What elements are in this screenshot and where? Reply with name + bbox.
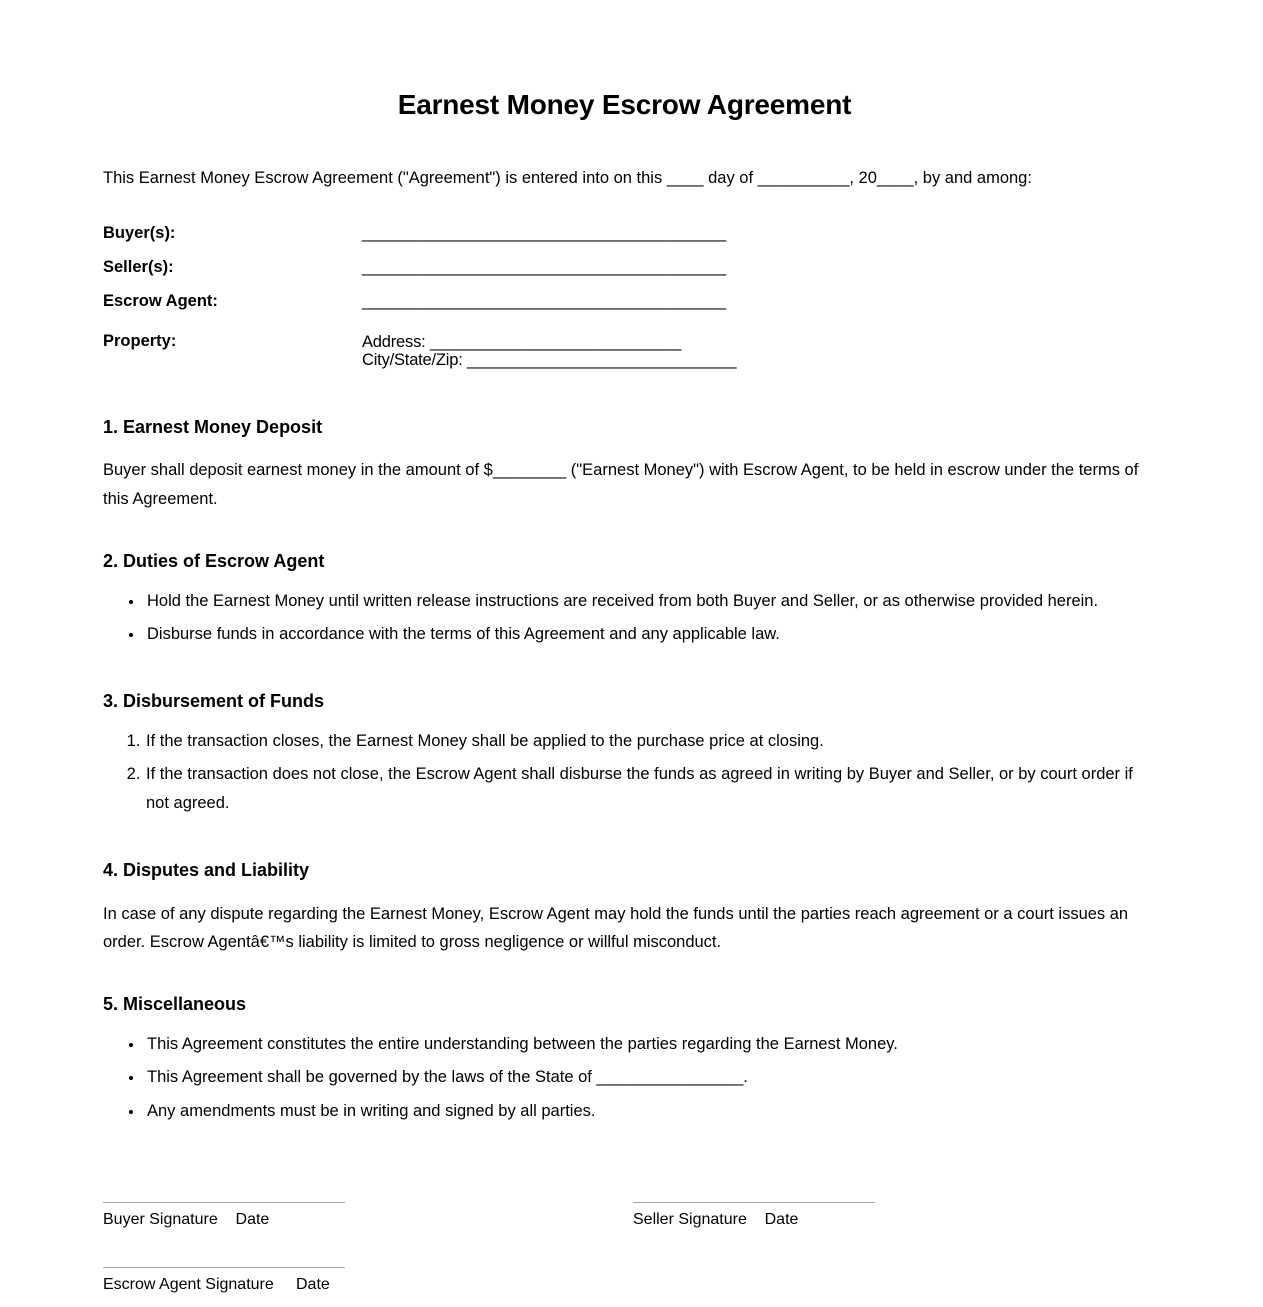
list-item: • Any amendments must be in writing and signed by all parties. bbox=[144, 1097, 1146, 1125]
section-1-paragraph: Buyer shall deposit earnest money in the amount of $________ ("Earnest Money") with Escrow Agent, to be held in escrow under the terms of this Agreement. bbox=[103, 461, 1139, 508]
signature-row-primary bbox=[103, 1202, 1146, 1267]
buyer-signature-caption: Buyer Signature Date bbox=[103, 1211, 270, 1229]
escrow-agent-signature-field[interactable] bbox=[103, 1267, 345, 1296]
list-item: • This Agreement shall be governed by the laws of the State of ________________. bbox=[144, 1063, 1146, 1091]
section-heading-2: 2. Duties of Escrow Agent bbox=[103, 551, 325, 572]
seller-signature-caption: Seller Signature Date bbox=[633, 1211, 799, 1229]
page-title: Earnest Money Escrow Agreement bbox=[397, 89, 852, 120]
escrow-agent-label: Escrow Agent: bbox=[103, 291, 218, 310]
table-row bbox=[103, 259, 1146, 293]
property-address-line[interactable]: Address: ____________________________ bbox=[362, 332, 682, 351]
section-duties-of-escrow-agent bbox=[103, 513, 1146, 648]
list-item: • Hold the Earnest Money until written release instructions are received from both Buyer and Seller, or as otherwise provided herein. bbox=[144, 587, 1146, 615]
section-earnest-money-deposit bbox=[103, 370, 1146, 513]
escrow-agent-fill-line[interactable]: _________________________________________ bbox=[362, 291, 726, 310]
section-miscellaneous bbox=[103, 956, 1146, 1125]
section-heading-4: 4. Disputes and Liability bbox=[103, 860, 310, 881]
buyer-label: Buyer(s): bbox=[103, 223, 176, 242]
list-item: • Disburse funds in accordance with the terms of this Agreement and any applicable law. bbox=[144, 620, 1146, 648]
escrow-agent-signature-caption: Escrow Agent Signature Date bbox=[103, 1276, 330, 1294]
section-4-paragraph: In case of any dispute regarding the Earnest Money, Escrow Agent may hold the funds until the parties reach agreement or a court issues an order. Escrow Agentâ€™s liability is limited to gross negligence or willful misconduct. bbox=[103, 904, 1129, 952]
section-heading-1: 1. Earnest Money Deposit bbox=[103, 416, 323, 437]
table-row bbox=[103, 293, 1146, 327]
seller-label: Seller(s): bbox=[103, 257, 174, 276]
buyer-fill-line[interactable]: _________________________________________ bbox=[362, 223, 726, 242]
section-heading-5: 5. Miscellaneous bbox=[103, 994, 247, 1015]
intro-paragraph: This Earnest Money Escrow Agreement ("Agreement") is entered into on this ____ day of __________, 20____, by and among: bbox=[103, 169, 1032, 188]
escrow-agent-signature-line[interactable] bbox=[103, 1267, 345, 1268]
seller-signature-line[interactable] bbox=[633, 1202, 875, 1203]
property-label: Property: bbox=[103, 331, 177, 350]
property-city-state-zip-line[interactable]: City/State/Zip: ______________________________ bbox=[362, 351, 737, 370]
section-5-bullet-list bbox=[103, 1016, 1146, 1125]
signature-block bbox=[103, 1130, 1146, 1307]
buyer-signature-line[interactable] bbox=[103, 1202, 345, 1203]
document-content bbox=[103, 0, 1146, 1307]
party-fields-table bbox=[103, 225, 1146, 370]
section-disbursement-of-funds bbox=[103, 653, 1146, 817]
list-item: 2. If the transaction does not close, the Escrow Agent shall disburse the funds as agreed in writing by Buyer and Seller, or by court order if not agreed. bbox=[145, 760, 1146, 817]
signature-row-escrow-agent bbox=[103, 1267, 1146, 1307]
table-row bbox=[103, 327, 1146, 370]
section-3-numbered-list bbox=[103, 713, 1146, 817]
property-fill-lines bbox=[362, 327, 1146, 370]
section-heading-3: 3. Disbursement of Funds bbox=[103, 691, 325, 712]
seller-signature-field[interactable] bbox=[633, 1202, 875, 1231]
buyer-signature-field[interactable] bbox=[103, 1202, 345, 1231]
section-2-bullet-list bbox=[103, 573, 1146, 649]
list-item: • This Agreement constitutes the entire understanding between the parties regarding the Earnest Money. bbox=[144, 1030, 1146, 1058]
section-disputes-and-liability bbox=[103, 822, 1146, 956]
seller-fill-line[interactable]: _________________________________________ bbox=[362, 257, 726, 276]
table-row bbox=[103, 225, 1146, 259]
list-item: 1. If the transaction closes, the Earnest Money shall be applied to the purchase price at closing. bbox=[145, 727, 1146, 755]
